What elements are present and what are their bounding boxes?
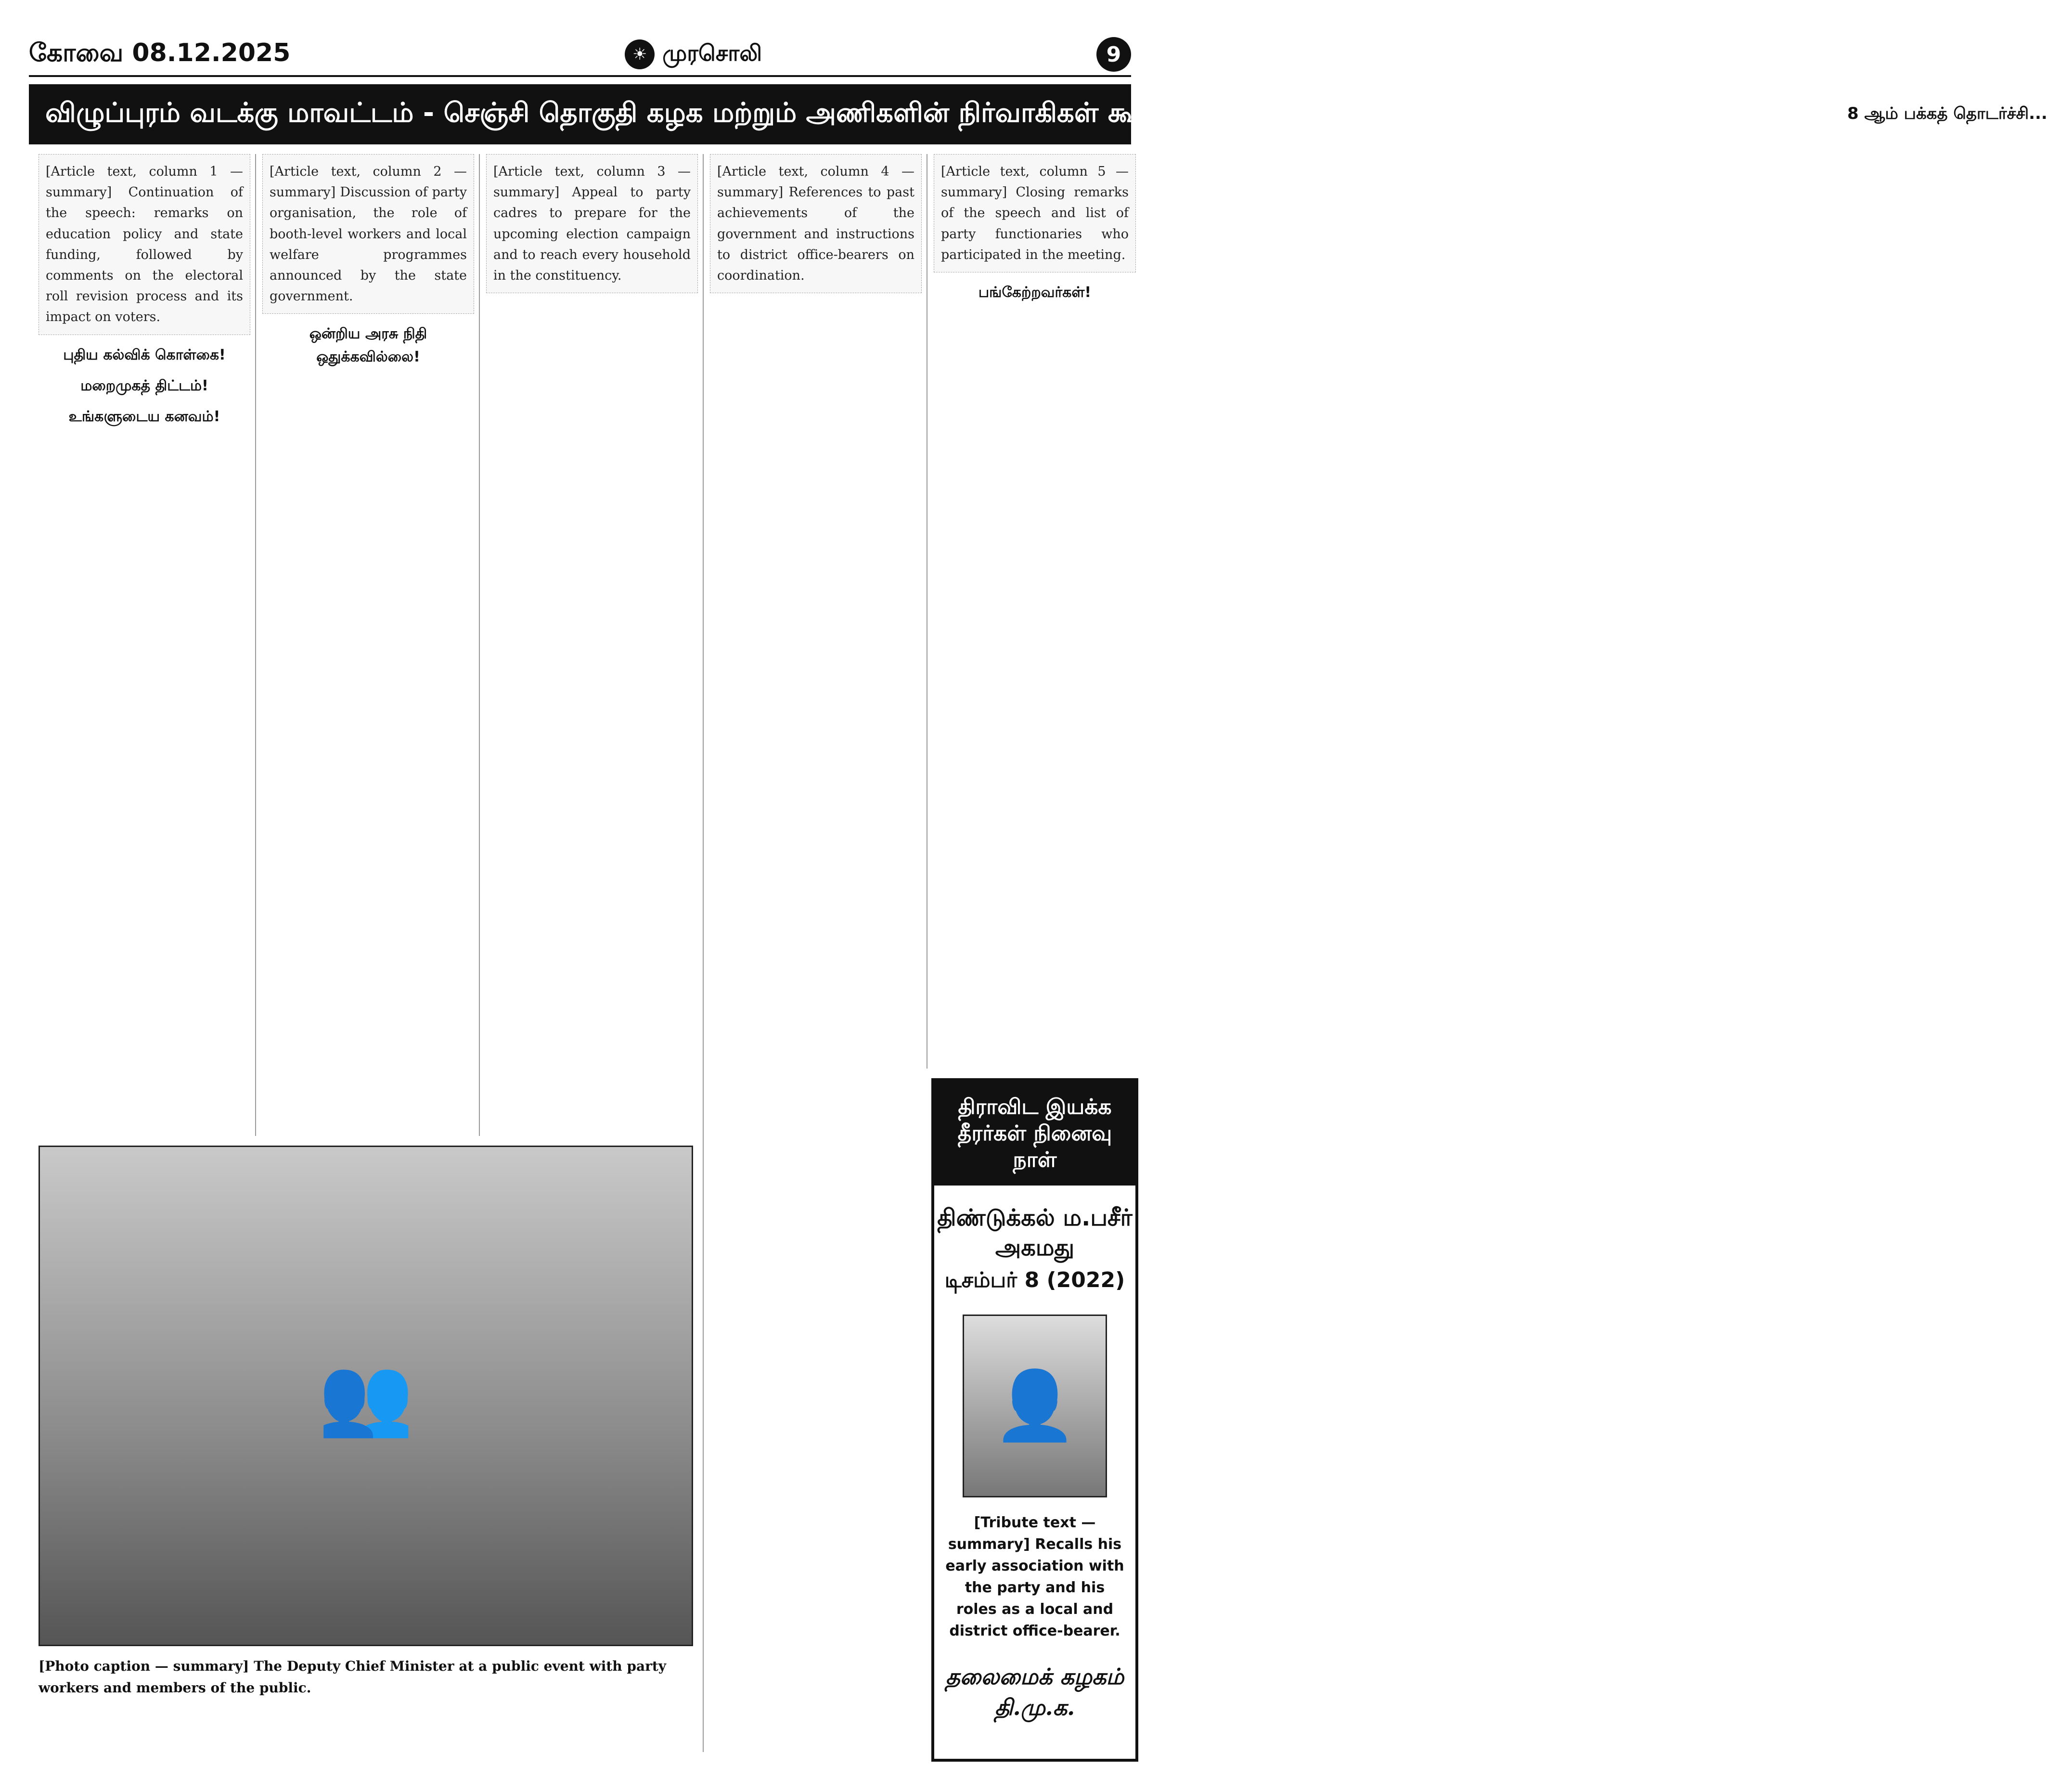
- masthead: [29, 34, 1131, 77]
- memorial-box: [931, 1078, 1138, 1762]
- memorial-footer-line2: தி.மு.க.: [994, 1694, 1075, 1721]
- column-divider: [479, 154, 480, 1136]
- subheading: புதிய கல்விக் கொள்கை!: [63, 346, 226, 363]
- photo-placeholder-icon: 👥: [318, 1350, 414, 1441]
- column-divider: [255, 154, 256, 1136]
- paper-name: முரசொலி: [662, 39, 762, 66]
- column-summary: [Article text, column 4 — summary] References to past achievements of the government and instructions to district office-bearers on coordination.: [710, 154, 922, 293]
- column-summary: [Article text, column 2 — summary] Discussion of party organisation, the role of booth-level workers and local welfare programmes announced by the state government.: [262, 154, 474, 314]
- column-summary: [Article text, column 1 — summary] Continuation of the speech: remarks on education policy and state funding, followed by comments on the electoral roll revision process and its impact on voters.: [39, 154, 250, 335]
- continued-label: 8 ஆம் பக்கத் தொடர்ச்சி...: [1835, 93, 2060, 136]
- article-column-4: [710, 154, 922, 1752]
- column-summary: [Article text, column 3 — summary] Appeal to party cadres to prepare for the upcoming election campaign and to reach every household in the constituency.: [486, 154, 698, 293]
- memorial-bio: [Tribute text — summary] Recalls his early association with the party and his roles as a local and district office-bearer.: [945, 1514, 1124, 1639]
- memorial-date: டிசம்பர் 8 (2022): [944, 1267, 1125, 1292]
- headline: விழுப்புரம் வடக்கு மாவட்டம் - செஞ்சி தொகுதி கழக மற்றும் அணிகளின் நிர்வாகிகள் கூட்டத்தில் துணை முதலமைச்சர் உதயநிதி ஸ்டாலின் உரை!: [45, 97, 1835, 129]
- subheading: உங்களுடைய கனவம்!: [68, 408, 220, 425]
- portrait-placeholder-icon: 👤: [992, 1366, 1077, 1445]
- subheading: பங்கேற்றவர்கள்!: [978, 284, 1092, 301]
- subheading: ஒன்றிய அரசு நிதி ஒதுக்கவில்லை!: [309, 325, 427, 366]
- edition-date: கோவை 08.12.2025: [29, 38, 291, 67]
- article-column-3: [486, 154, 698, 1131]
- page-number: 9: [1096, 37, 1131, 72]
- portrait-photo: [963, 1315, 1107, 1497]
- memorial-footer: [934, 1661, 1135, 1723]
- memorial-header: திராவிட இயக்க தீரர்கள் நினைவு நாள்: [934, 1081, 1135, 1186]
- sun-logo-icon: ☀: [625, 39, 655, 69]
- headline-banner: [29, 84, 2047, 144]
- article-column-2: [262, 154, 474, 1131]
- memorial-name: திண்டுக்கல் ம.பசீர் அகமது: [937, 1204, 1133, 1262]
- paper-brand: [625, 39, 762, 69]
- memorial-footer-line1: தலைமைக் கழகம்: [945, 1663, 1124, 1689]
- subheading: மறைமுகத் திட்டம்!: [80, 377, 208, 394]
- event-photo: [39, 1146, 693, 1646]
- article-column-5: [934, 154, 1136, 1069]
- column-divider: [703, 154, 704, 1752]
- photo-caption: [Photo caption — summary] The Deputy Chief Minister at a public event with party workers and members of the public.: [39, 1658, 667, 1696]
- column-summary: [Article text, column 5 — summary] Closing remarks of the speech and list of party functionaries who participated in the meeting.: [934, 154, 1136, 272]
